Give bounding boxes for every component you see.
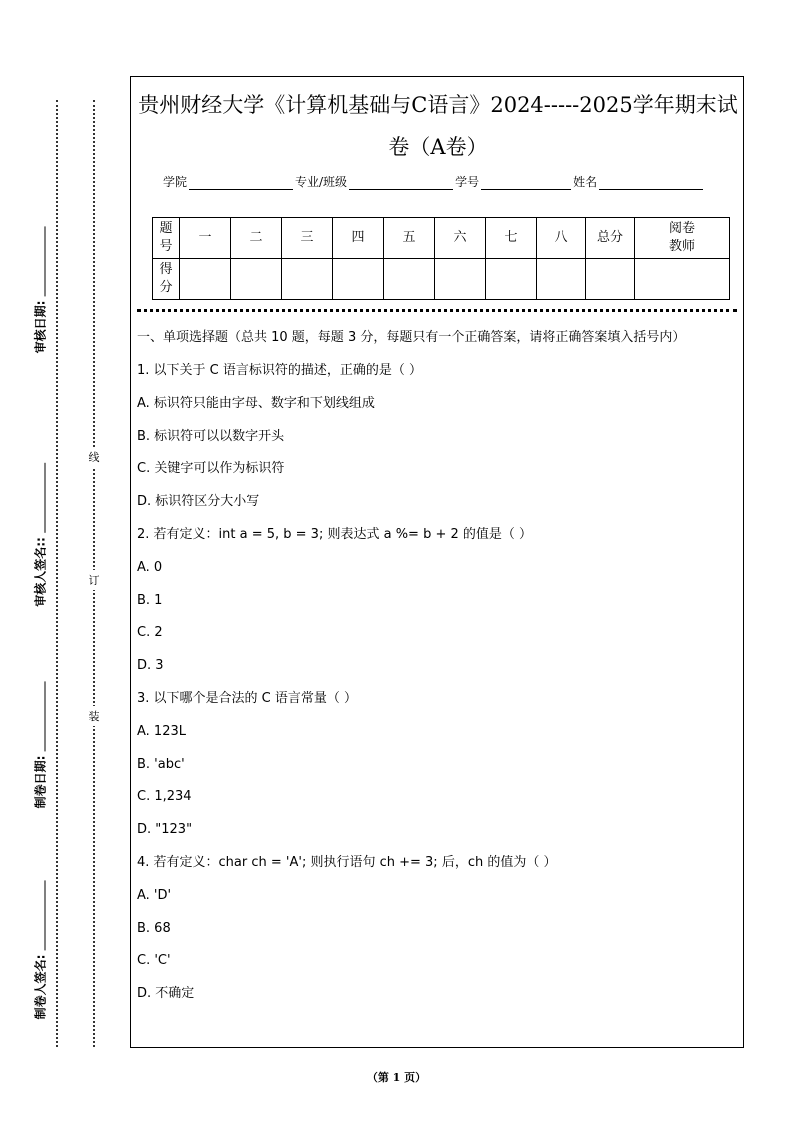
header-cell: 四: [333, 218, 384, 259]
page-number: （第 1 页）: [366, 1071, 427, 1084]
maker-sign-label: 制卷人签名:: [33, 954, 48, 1020]
option-line: B. 标识符可以以数字开头: [137, 428, 285, 444]
header-cell: 一: [180, 218, 231, 259]
score-cell[interactable]: [282, 259, 333, 300]
option-line: D. 不确定: [137, 986, 195, 1002]
option-line: B. 'abc': [137, 756, 185, 772]
score-cell[interactable]: [537, 259, 586, 300]
exam-title-line2: 卷（A卷）: [388, 135, 488, 159]
option-line: C. 1,234: [137, 789, 192, 805]
header-cell: 六: [435, 218, 486, 259]
question-line: 1. 以下关于 C 语言标识符的描述，正确的是（ ）: [137, 363, 423, 378]
score-cell-total[interactable]: [586, 259, 635, 300]
section-heading: 一、单项选择题（总共 10 题，每题 3 分，每题只有一个正确答案，请将正确答案填入括号内）: [137, 330, 686, 345]
review-date-field[interactable]: [32, 227, 49, 354]
header-cell: 五: [384, 218, 435, 259]
question-line: 2. 若有定义：int a = 5, b = 3; 则表达式 a %= b + 2 的值是（ ）: [137, 526, 533, 542]
score-cell[interactable]: [231, 259, 282, 300]
score-cell[interactable]: [180, 259, 231, 300]
option-line: D. 3: [137, 658, 164, 674]
name-input[interactable]: [599, 177, 703, 190]
score-table-row-label: 题 号: [153, 218, 180, 259]
option-line: B. 68: [137, 920, 171, 936]
student-info-bar: [163, 173, 705, 190]
student-id-label: 学号: [455, 175, 480, 189]
binding-mark-ding: 订: [89, 570, 100, 590]
option-line: C. 关键字可以作为标识符: [137, 461, 285, 477]
option-line: D. "123": [137, 822, 193, 838]
header-cell-total: 总分: [586, 218, 635, 259]
option-line: A. 0: [137, 559, 163, 575]
major-class-label: 专业/班级: [295, 175, 348, 189]
student-id-input[interactable]: [481, 177, 571, 190]
reviewer-sign-label: 审核人签名::: [33, 537, 48, 607]
make-date-label: 制卷日期:: [33, 755, 48, 809]
score-cell[interactable]: [333, 259, 384, 300]
score-cell[interactable]: [384, 259, 435, 300]
option-line: B. 1: [137, 592, 163, 608]
header-cell: 七: [486, 218, 537, 259]
header-cell: 二: [231, 218, 282, 259]
option-line: A. 标识符只能由字母、数字和下划线组成: [137, 395, 375, 411]
question-line: 3. 以下哪个是合法的 C 语言常量（ ）: [137, 690, 358, 706]
reviewer-sign-field[interactable]: [32, 463, 49, 607]
question-line: 4. 若有定义：char ch = 'A'; 则执行语句 ch += 3; 后，ch 的值为（ ）: [137, 854, 557, 870]
option-line: A. 123L: [137, 723, 186, 739]
dotted-separator: [137, 309, 737, 312]
make-date-field[interactable]: [32, 682, 49, 809]
score-table-score-row: [153, 259, 730, 300]
exam-content: [137, 327, 739, 1011]
major-class-input[interactable]: [349, 177, 453, 190]
score-table: [152, 217, 730, 300]
header-cell-grader: 阅卷 教师: [635, 218, 730, 259]
option-line: C. 'C': [137, 953, 171, 969]
score-cell-grader[interactable]: [635, 259, 730, 300]
option-line: C. 2: [137, 625, 163, 641]
option-line: D. 标识符区分大小写: [137, 494, 260, 510]
score-cell[interactable]: [435, 259, 486, 300]
binding-mark-zhuang: 装: [89, 706, 100, 726]
review-date-label: 审核日期:: [33, 300, 48, 354]
header-cell: 八: [537, 218, 586, 259]
maker-sign-field[interactable]: [32, 881, 49, 1020]
option-line: A. 'D': [137, 887, 172, 903]
exam-frame: [130, 76, 744, 1048]
header-cell: 三: [282, 218, 333, 259]
score-table-row-label: 得 分: [153, 259, 180, 300]
name-label: 姓名: [573, 175, 598, 189]
score-cell[interactable]: [486, 259, 537, 300]
score-table-header-row: [153, 218, 730, 259]
college-input[interactable]: [189, 177, 293, 190]
college-label: 学院: [163, 175, 188, 189]
binding-mark-xian: 线: [89, 447, 100, 467]
exam-title-line1: 贵州财经大学《计算机基础与C语言》2024-----2025学年期末试: [138, 93, 738, 117]
binding-dotted-line-outer: [56, 100, 58, 1047]
